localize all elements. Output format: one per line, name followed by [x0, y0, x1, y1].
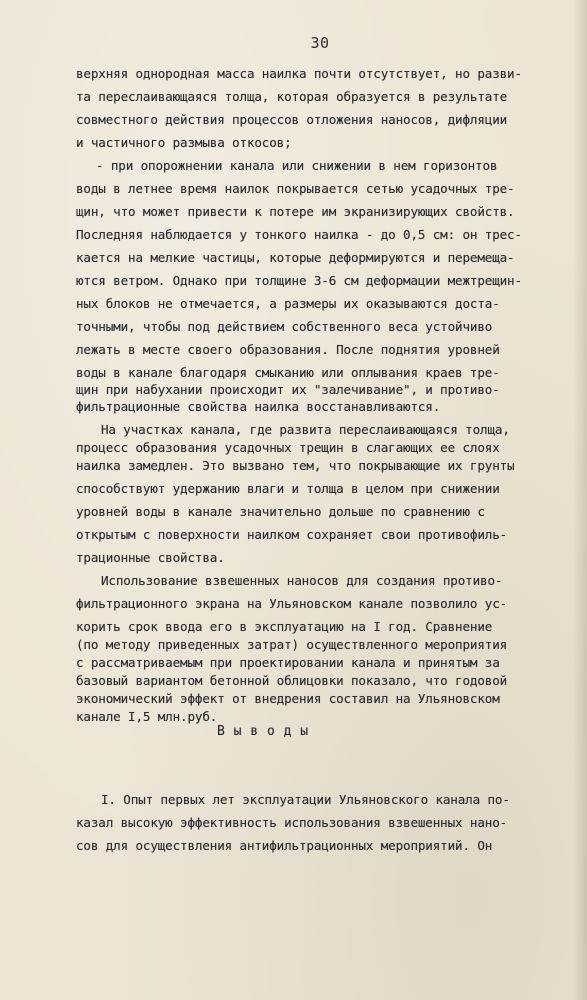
text-line: процесс образования усадочных трещин в слагающих ее слоях [76, 440, 500, 455]
text-line: способствуют удержанию влаги и толща в целом при снижении [76, 481, 500, 496]
text-line: экономический эффект от внедрения составил на Ульяновском [76, 691, 500, 706]
text-line: и частичного размыва откосов; [76, 135, 292, 150]
text-line: трационные свойства. [76, 550, 225, 565]
text-line: канале I,5 млн.руб. [76, 709, 218, 724]
text-line: наилка замедлен. Это вызвано тем, что покрывающие их грунты [76, 458, 515, 473]
text-line: кается на мелкие частицы, которые деформируются и перемеща- [76, 250, 515, 265]
text-line: с рассматриваемым при проектировании канала и принятым за [76, 655, 500, 670]
text-line: совместного действия процессов отложения наносов, дифляции [76, 112, 508, 127]
text-line: Последняя наблюдается у тонкого наилка - до 0,5 см: он трес- [76, 227, 522, 242]
text-line: верхняя однородная масса наилка почти отсутствует, но разви- [76, 66, 522, 81]
text-line: открытым с поверхности наилком сохраняет свои противофиль- [76, 527, 508, 542]
text-line: щин при набухании происходит их "залечивание", и противо- [76, 382, 500, 397]
text-line: уровней воды в канале значительно дольше по сравнению с [76, 504, 485, 519]
text-line: лежать в месте своего образования. После поднятия уровней [76, 342, 500, 357]
text-line: сов для осуществления антифильтрационных мероприятий. Он [76, 838, 493, 853]
text-line: казал высокую эффективность использования взвешенных нано- [76, 815, 508, 830]
text-line: I. Опыт первых лет эксплуатации Ульяновского канала по- [101, 792, 510, 807]
text-line: фильтрационные свойства наилка восстанавливаются. [76, 399, 441, 414]
text-line: ных блоков не отмечается, а размеры их оказываются доста- [76, 296, 500, 311]
text-line: На участках канала, где развита переслаивающаяся толща, [101, 422, 510, 437]
text-line: Использование взвешенных наносов для создания противо- [101, 573, 503, 588]
text-line: ются ветром. Однако при толщине 3-6 см деформации межтрещин- [76, 273, 522, 288]
text-line: базовый вариантом бетонной облицовки показало, что годовой [76, 673, 508, 688]
text-line: воды в летнее время наилок покрывается сетью усадочных тре- [76, 181, 515, 196]
text-line: - при опорожнении канала или снижении в нем горизонтов [96, 158, 498, 173]
page-number: 30 [310, 34, 330, 52]
section-heading: В ы в о д ы [217, 724, 309, 739]
text-line: та переслаивающаяся толща, которая образуется в результате [76, 89, 508, 104]
text-line: точными, чтобы под действием собственного веса устойчиво [76, 319, 493, 334]
text-line: щин, что может привести к потере им экранизирующих свойств. [76, 204, 515, 219]
text-line: корить срок ввода его в эксплуатацию на I год. Сравнение [76, 619, 493, 634]
text-line: фильтрационного экрана на Ульяновском канале позволило ус- [76, 596, 508, 611]
text-line: (по методу приведенных затрат) осуществленного мероприятия [76, 637, 508, 652]
text-line: воды в канале благодаря смыканию или оплывания краев тре- [76, 365, 500, 380]
page-edge-shadow [573, 0, 587, 1000]
